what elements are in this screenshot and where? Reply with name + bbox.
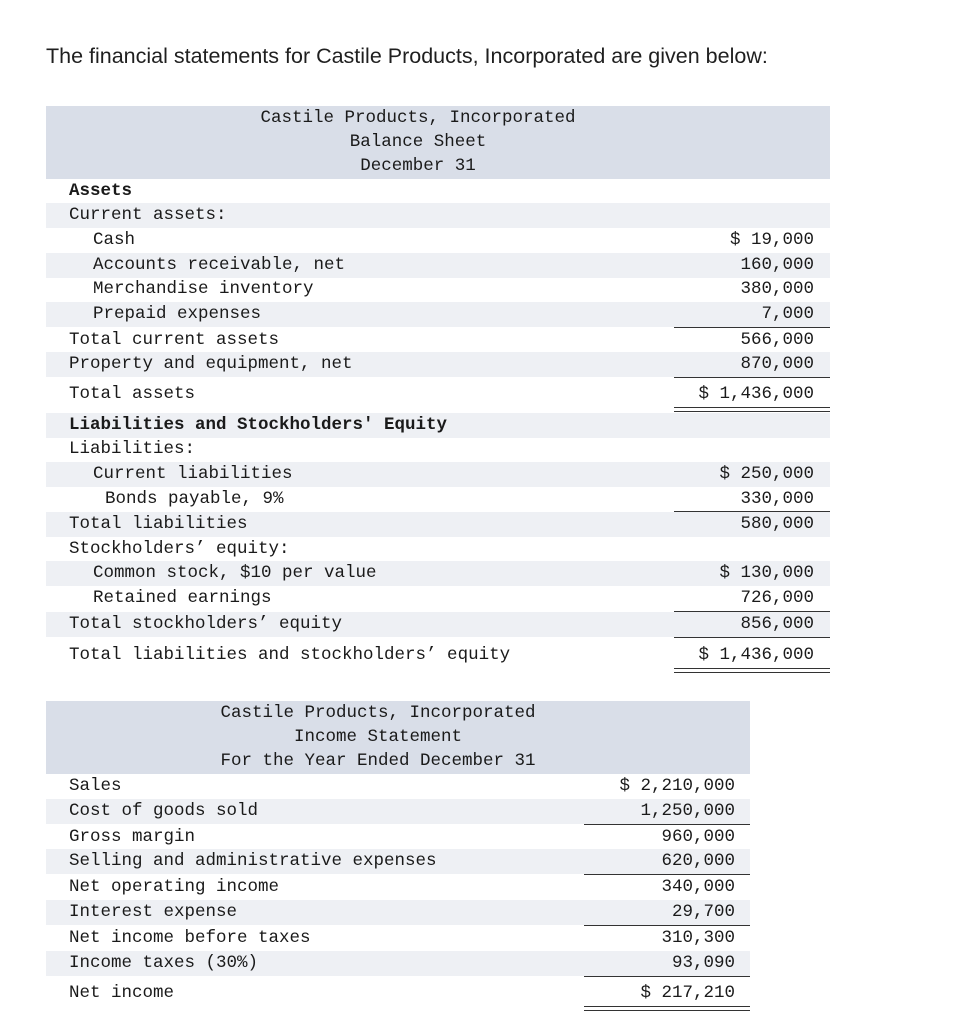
is-label: Interest expense <box>69 902 238 922</box>
intro-text: The financial statements for Castile Products, Incorporated are given below: <box>46 44 768 68</box>
subtotal-rule <box>674 637 830 638</box>
bs-amount: 160,000 <box>740 255 814 275</box>
bs-amount: 580,000 <box>740 514 814 534</box>
company-name: Castile Products, Incorporated <box>220 703 536 723</box>
is-amount: 29,700 <box>671 902 735 922</box>
bs-amount: $ 250,000 <box>719 464 814 484</box>
is-row <box>46 849 750 874</box>
bs-label: Common stock, $10 per value <box>93 563 377 583</box>
is-amount: 1,250,000 <box>640 801 735 821</box>
bs-label: Property and equipment, net <box>69 354 353 374</box>
bs-label: Total liabilities and stockholders’ equity <box>69 645 511 665</box>
bs-row <box>46 643 830 668</box>
bs-row <box>46 612 830 637</box>
bs-amount: 870,000 <box>740 354 814 374</box>
bs-amount: 856,000 <box>740 614 814 634</box>
bs-amount: $ 1,436,000 <box>698 384 814 404</box>
bs-amount: 726,000 <box>740 588 814 608</box>
bs-label: Current liabilities <box>93 464 293 484</box>
bs-row <box>46 487 830 512</box>
bs-label: Liabilities: <box>69 439 196 459</box>
is-row <box>46 926 750 951</box>
bs-label: Total liabilities <box>69 514 248 534</box>
income-statement-header <box>46 701 750 774</box>
is-amount: 620,000 <box>661 851 735 871</box>
bs-amount: $ 19,000 <box>729 230 814 250</box>
bs-row <box>46 437 830 462</box>
bs-label: Stockholders’ equity: <box>69 539 290 559</box>
total-double-rule <box>674 668 830 673</box>
is-amount: $ 217,210 <box>640 983 735 1003</box>
bs-row <box>46 253 830 278</box>
bs-row <box>46 462 830 487</box>
is-row <box>46 825 750 850</box>
is-label: Net income before taxes <box>69 928 311 948</box>
is-row <box>46 799 750 824</box>
is-row <box>46 981 750 1006</box>
bs-row <box>46 302 830 327</box>
bs-label: Assets <box>69 181 133 201</box>
total-double-rule <box>674 407 830 412</box>
bs-label: Merchandise inventory <box>93 279 314 299</box>
bs-row <box>46 512 830 537</box>
is-label: Net operating income <box>69 877 280 897</box>
statement-name: Balance Sheet <box>349 132 487 152</box>
bs-label: Cash <box>93 230 136 250</box>
balance-sheet <box>46 106 830 676</box>
is-row <box>46 875 750 900</box>
bs-amount: 330,000 <box>740 489 814 509</box>
is-amount: $ 2,210,000 <box>619 776 735 796</box>
bs-row <box>46 561 830 586</box>
is-amount: 93,090 <box>671 953 735 973</box>
statement-date: December 31 <box>360 156 476 176</box>
bs-label: Prepaid expenses <box>93 304 262 324</box>
is-label: Cost of goods sold <box>69 801 259 821</box>
company-name: Castile Products, Incorporated <box>260 108 576 128</box>
is-row <box>46 900 750 925</box>
bs-label: Retained earnings <box>93 588 272 608</box>
statement-name: Income Statement <box>293 727 463 747</box>
is-row <box>46 774 750 799</box>
is-label: Selling and administrative expenses <box>69 851 437 871</box>
bs-row <box>46 537 830 562</box>
is-amount: 310,300 <box>661 928 735 948</box>
is-amount: 340,000 <box>661 877 735 897</box>
bs-label: Bonds payable, 9% <box>105 489 284 509</box>
is-amount: 960,000 <box>661 827 735 847</box>
bs-amount: 7,000 <box>761 304 814 324</box>
bs-label: Total stockholders’ equity <box>69 614 343 634</box>
bs-row <box>46 352 830 377</box>
bs-row <box>46 586 830 611</box>
is-row <box>46 951 750 976</box>
bs-row <box>46 382 830 407</box>
bs-label: Total assets <box>69 384 196 404</box>
bs-row <box>46 203 830 228</box>
bs-row <box>46 277 830 302</box>
total-double-rule <box>584 1006 750 1011</box>
bs-label: Accounts receivable, net <box>93 255 346 275</box>
statement-period: For the Year Ended December 31 <box>220 751 536 771</box>
bs-row <box>46 179 830 204</box>
subtotal-rule <box>584 976 750 977</box>
bs-row <box>46 413 830 438</box>
bs-amount: $ 130,000 <box>719 563 814 583</box>
is-label: Net income <box>69 983 175 1003</box>
bs-amount: 566,000 <box>740 330 814 350</box>
is-label: Income taxes (30%) <box>69 953 259 973</box>
bs-row <box>46 328 830 353</box>
bs-row <box>46 228 830 253</box>
is-label: Gross margin <box>69 827 196 847</box>
balance-sheet-header <box>46 106 830 179</box>
bs-label: Current assets: <box>69 205 227 225</box>
bs-label: Total current assets <box>69 330 280 350</box>
bs-amount: 380,000 <box>740 279 814 299</box>
bs-amount: $ 1,436,000 <box>698 645 814 665</box>
bs-label: Liabilities and Stockholders' Equity <box>69 415 448 435</box>
income-statement <box>46 701 750 1019</box>
subtotal-rule <box>674 377 830 378</box>
is-label: Sales <box>69 776 122 796</box>
